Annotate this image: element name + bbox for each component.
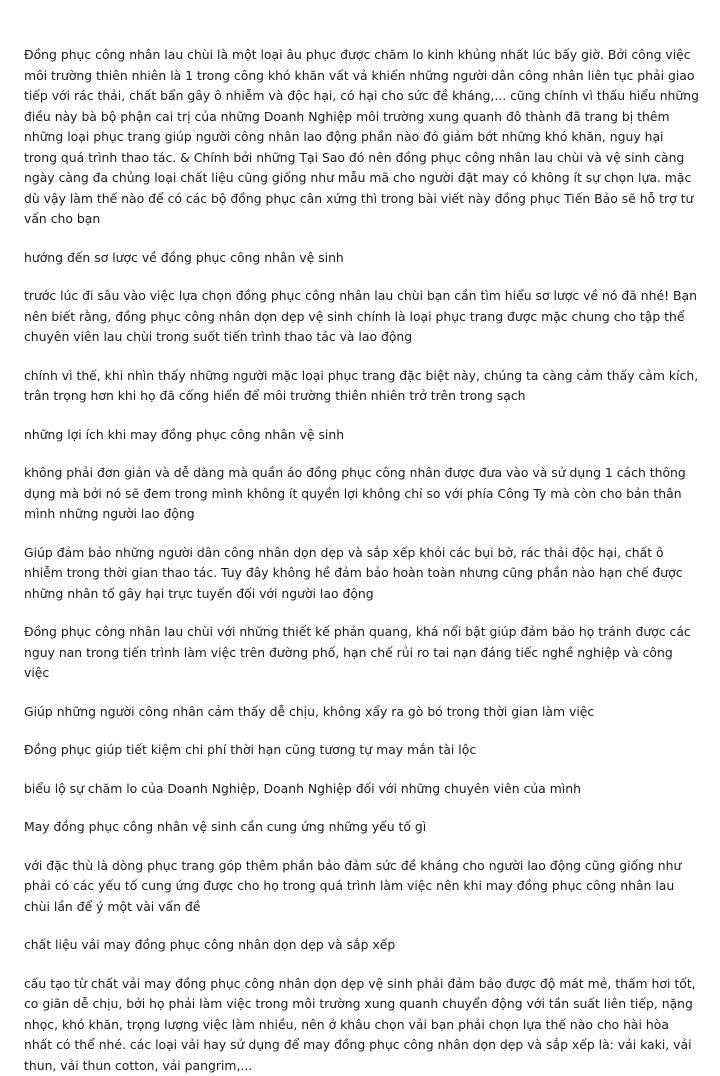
paragraph-benefits-intro: không phải đơn giản và dễ dàng mà quần áo đồng phục công nhân được đưa vào và sử dụng 1 cách thông dụng mà bởi nó sẽ đem trong mình không ít quyền lợi không chỉ so với phía Công Ty mà còn cho bản thân mình những người lao động (24, 463, 700, 525)
paragraph-benefit-reflective: Đồng phục công nhân lau chùi với những thiết kế phản quang, khá nổi bật giúp đảm bảo họ tránh được các nguy nan trong tiến trình làm việc trên đường phố, hạn chế rủi ro tai nạn đáng tiếc nghề nghiệp và công việc (24, 622, 700, 684)
paragraph-requirements: với đặc thù là dòng phục trang góp thêm phần bảo đảm sức đề kháng cho người lao động cũng giống như phải có các yếu tố cung ứng được cho họ trong quá trình làm việc nên khi may đồng phục công nhân lau chùi lần để ý một vài vấn đề (24, 856, 700, 918)
heading-overview: hướng đến sơ lược về đồng phục công nhân vệ sinh (24, 248, 700, 269)
paragraph-fabric: cấu tạo từ chất vải may đồng phục công nhân dọn dẹp vệ sinh phải đảm bảo được độ mát mẻ, thấm hơi tốt, co giãn dễ chịu, bởi họ phải làm việc trong môi trường xung quanh chuyển động với tần suất liên tiếp, nặng nhọc, khó khăn, trọng lượng việc làm nhiều, nên ở khâu chọn vải bạn phải chọn lựa thế nào cho hài hòa nhất có thể nhé. các loại vải hay sử dụng để may đồng phục công nhân dọn dẹp và sắp xếp là: vải kaki, vải thun, vải thun cotton, vải pangrim,... (24, 974, 700, 1076)
heading-fabric: chất liệu vải may đồng phục công nhân dọn dẹp và sắp xếp (24, 935, 700, 956)
paragraph-benefit-savings: Đồng phục giúp tiết kiệm chi phí thời hạn cũng tương tự may mắn tài lộc (24, 740, 700, 761)
paragraph-intro: Đồng phục công nhân lau chùi là một loại âu phục được chăm lo kinh khủng nhất lúc bấy giờ. Bởi công việc môi trường thiên nhiên là 1 trong công khó khăn vất vả khiến những người dân công nhân liên tục phải giao tiếp với rác thải, chất bẩn gây ô nhiễm và độc hại, có hại cho sức đề kháng,... cũng chính vì thấu hiểu những điều này bà bộ phận cai trị của những Doanh Nghiệp môi trường xung quanh đô thành đã trang bị thêm những loại phục trang giúp người công nhân lao động phần nào đó giảm bớt những khó khăn, nguy hại trong quá trình thao tác. & Chính bởi những Tại Sao đó nên đồng phục công nhân lau chùi và vệ sinh càng ngày càng đa chủng loại chất liệu cũng giống như mẫu mã cho người đặt may có không ít sự chọn lựa. mặc dù vậy làm thế nào để có các bộ đồng phục cân xứng thì trong bài viết này đồng phục Tiến Bảo sẽ hỗ trợ tư vấn cho bạn (24, 45, 700, 230)
paragraph-benefit-comfort: Giúp những người công nhân cảm thấy dễ chịu, không xẩy ra gò bó trong thời gian làm việc (24, 702, 700, 723)
paragraph-overview: trước lúc đi sâu vào việc lựa chọn đồng phục công nhân lau chùi bạn cần tìm hiểu sơ lược về nó đã nhé! Bạn nên biết rằng, đồng phục công nhân dọn dẹp vệ sinh chính là loại phục trang được mặc chung cho tập thể chuyên viên lau chùi trong suốt tiến trình thao tác và lao động (24, 286, 700, 348)
paragraph-benefit-protection: Giúp đảm bảo những người dân công nhân dọn dẹp và sắp xếp khỏi các bụi bờ, rác thải độc hại, chất ô nhiễm trong thời gian thao tác. Tuy đây không hề đảm bảo hoàn toàn nhưng cũng phần nào hạn chế được những nhân tố gây hại trực tuyến đối với người lao động (24, 543, 700, 605)
heading-benefits: những lợi ích khi may đồng phục công nhân vệ sinh (24, 425, 700, 446)
heading-requirements: May đồng phục công nhân vệ sinh cần cung ứng những yếu tố gì (24, 817, 700, 838)
paragraph-gratitude: chính vì thế, khi nhìn thấy những người mặc loại phục trang đặc biệt này, chúng ta càng cảm thấy cảm kích, trân trọng hơn khi họ đã cống hiến để môi trường thiên nhiên trở trên trong sạch (24, 366, 700, 407)
paragraph-benefit-care: biểu lộ sự chăm lo của Doanh Nghiệp, Doanh Nghiệp đối với những chuyên viên của mình (24, 779, 700, 800)
